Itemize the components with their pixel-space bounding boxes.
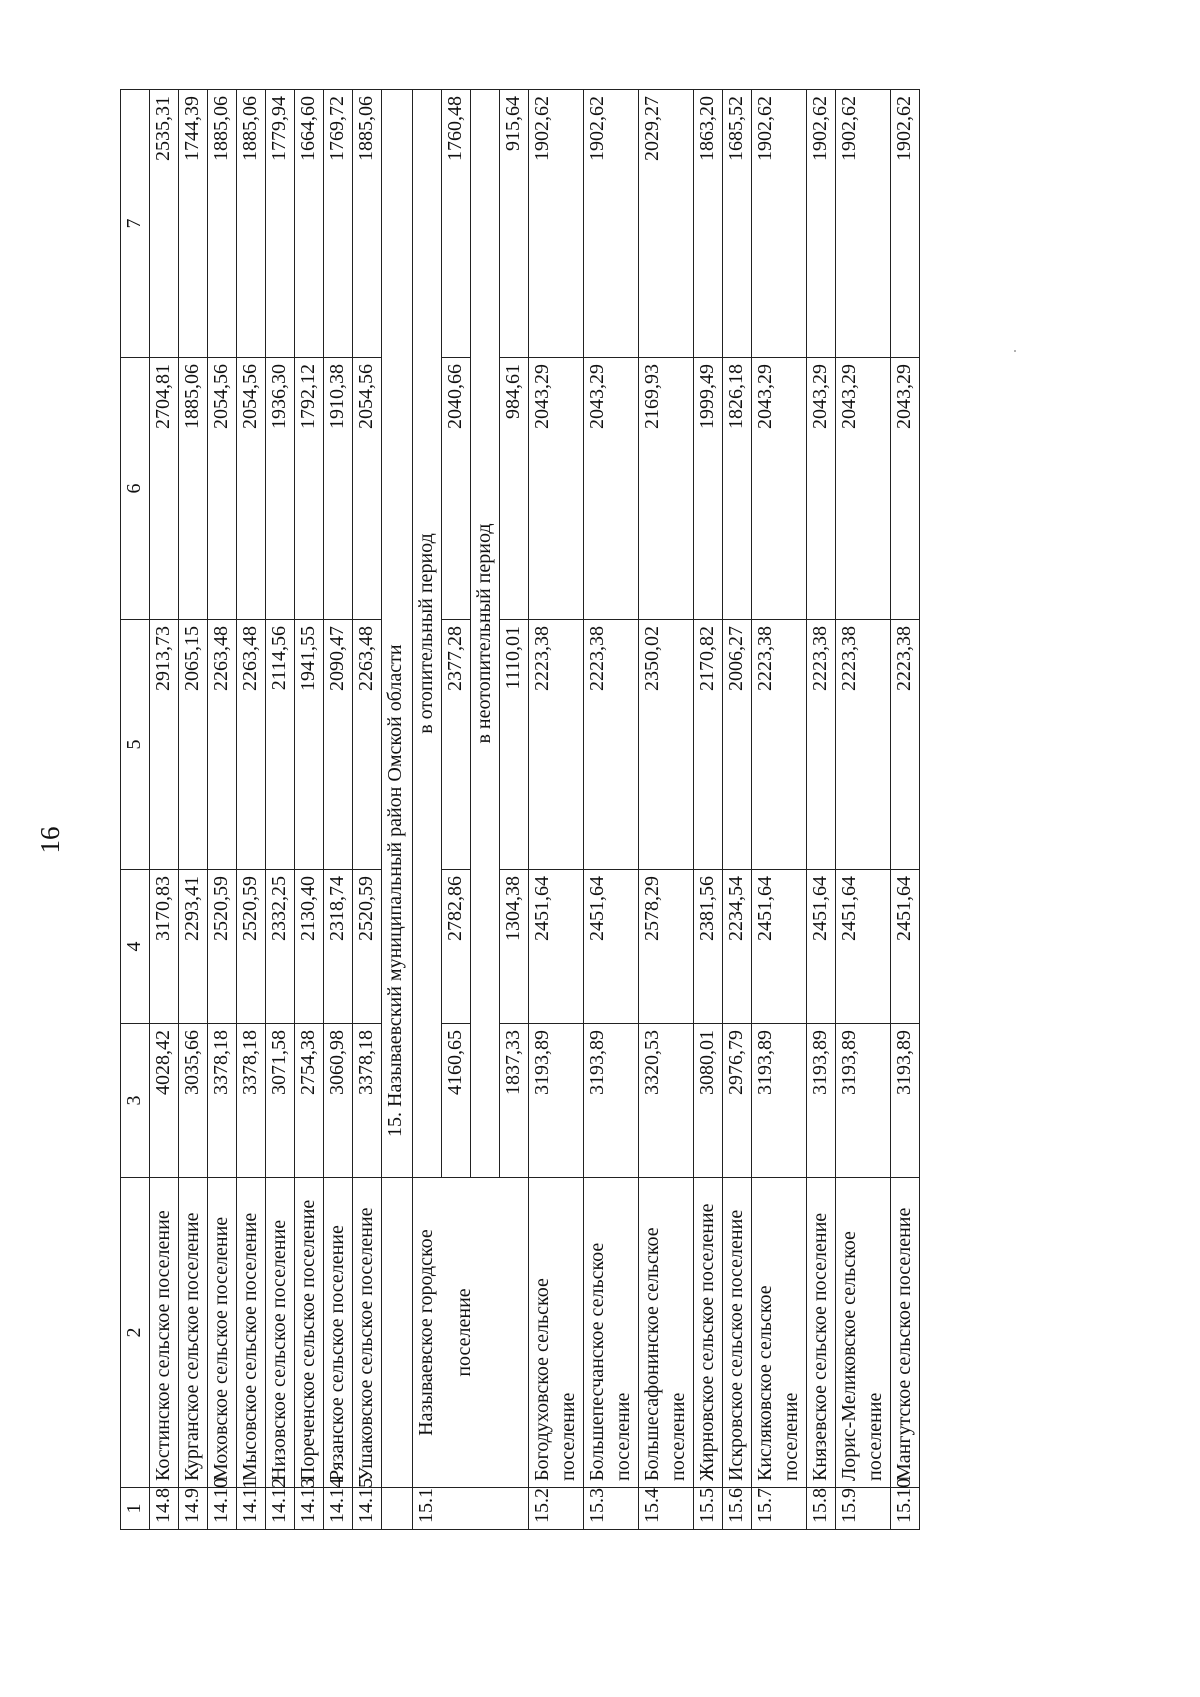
- tariff-value: 2332,25: [266, 870, 295, 1024]
- tariff-value: 984,61: [500, 358, 529, 620]
- table-row: [639, 90, 694, 1530]
- settlement-name-line: поселение: [667, 1392, 689, 1481]
- settlement-name-line: Искровское сельское поселение: [725, 1209, 747, 1481]
- tariff-value: 2223,38: [584, 620, 639, 870]
- row-number: 15.5: [694, 1488, 723, 1530]
- period-label: в отопительный период: [413, 90, 442, 1178]
- settlement-name-line: поселение: [453, 1288, 475, 1377]
- row-number: 15.6: [723, 1488, 752, 1530]
- settlement-name: Ушаковское сельское поселение: [353, 1178, 382, 1488]
- table-row: [694, 90, 723, 1530]
- tariff-value: 3378,18: [237, 1024, 266, 1178]
- tariff-value: 1902,62: [752, 90, 807, 358]
- tariff-value: 2090,47: [324, 620, 353, 870]
- empty-cell: [382, 1178, 413, 1488]
- settlement-name-line: Лорис-Меликовское сельское: [838, 1231, 860, 1481]
- tariff-value: 1902,62: [836, 90, 891, 358]
- tariff-value: 3378,18: [353, 1024, 382, 1178]
- period-row: [413, 90, 442, 1530]
- tariff-value: 2913,73: [150, 620, 179, 870]
- settlement-name-line: поселение: [864, 1392, 886, 1481]
- tariff-value: 2006,27: [723, 620, 752, 870]
- tariff-value: 1885,06: [237, 90, 266, 358]
- empty-cell: [382, 1488, 413, 1530]
- tariff-value: 2223,38: [891, 620, 920, 870]
- section-title: 15. Называевский муниципальный район Омской области: [382, 90, 413, 1178]
- tariff-value: 1792,12: [295, 358, 324, 620]
- tariff-value: 1110,01: [500, 620, 529, 870]
- settlement-name-line: Кисляковское сельское: [754, 1285, 776, 1481]
- settlement-name: Курганское сельское поселение: [179, 1178, 208, 1488]
- tariff-value: 1902,62: [891, 90, 920, 358]
- table-row: [208, 90, 237, 1530]
- tariff-value: 2263,48: [353, 620, 382, 870]
- tariff-value: 1941,55: [295, 620, 324, 870]
- tariff-value: 2451,64: [836, 870, 891, 1024]
- row-number: 14.15: [353, 1488, 382, 1530]
- tariff-value: 1999,49: [694, 358, 723, 620]
- tariff-value: 1826,18: [723, 358, 752, 620]
- tariff-value: 2318,74: [324, 870, 353, 1024]
- settlement-name-line: поселение: [557, 1392, 579, 1481]
- tariff-value: 2114,56: [266, 620, 295, 870]
- settlement-name: [694, 1178, 723, 1488]
- tariff-value: 2223,38: [807, 620, 836, 870]
- settlement-name: Низовское сельское поселение: [266, 1178, 295, 1488]
- row-number: 15.9: [836, 1488, 891, 1530]
- tariff-value: 2377,28: [442, 620, 471, 870]
- tariff-value: 3378,18: [208, 1024, 237, 1178]
- settlement-name: Мысовское сельское поселение: [237, 1178, 266, 1488]
- tariff-value: 3193,89: [836, 1024, 891, 1178]
- settlement-name-line: Жирновское сельское поселение: [696, 1203, 718, 1481]
- row-number: 15.10: [891, 1488, 920, 1530]
- tariff-value: 3080,01: [694, 1024, 723, 1178]
- column-header: 3: [121, 1024, 150, 1178]
- tariff-value: 3193,89: [891, 1024, 920, 1178]
- tariff-value: 2043,29: [529, 358, 584, 620]
- tariff-value: 3071,58: [266, 1024, 295, 1178]
- tariff-value: 3193,89: [807, 1024, 836, 1178]
- period-label: в неотопительный период: [471, 90, 500, 1178]
- table-row: [324, 90, 353, 1530]
- settlement-name: [891, 1178, 920, 1488]
- tariff-value: 1902,62: [584, 90, 639, 358]
- table-row: [807, 90, 836, 1530]
- column-header: 5: [121, 620, 150, 870]
- tariff-value: 3320,53: [639, 1024, 694, 1178]
- column-header: 7: [121, 90, 150, 358]
- tariff-value: 2054,56: [208, 358, 237, 620]
- settlement-name-line: Называевское городское: [415, 1229, 437, 1436]
- tariff-value: 1779,94: [266, 90, 295, 358]
- tariff-value: 3193,89: [752, 1024, 807, 1178]
- tariff-value: 2451,64: [752, 870, 807, 1024]
- tariff-value: 2976,79: [723, 1024, 752, 1178]
- tariff-value: 1936,30: [266, 358, 295, 620]
- tariff-value: 2234,54: [723, 870, 752, 1024]
- tariff-value: 2520,59: [353, 870, 382, 1024]
- settlement-name: Моховское сельское поселение: [208, 1178, 237, 1488]
- tariff-value: 2223,38: [529, 620, 584, 870]
- tariff-value: 2520,59: [208, 870, 237, 1024]
- tariff-value: 3060,98: [324, 1024, 353, 1178]
- tariff-value: 2535,31: [150, 90, 179, 358]
- tariff-value: 2578,29: [639, 870, 694, 1024]
- tariff-value: 3193,89: [584, 1024, 639, 1178]
- row-number: 15.8: [807, 1488, 836, 1530]
- table-row: [150, 90, 179, 1530]
- row-number: 14.14: [324, 1488, 353, 1530]
- row-number: 14.8: [150, 1488, 179, 1530]
- tariff-value: 1837,33: [500, 1024, 529, 1178]
- row-number: 15.1: [413, 1488, 529, 1530]
- tariff-value: 2169,93: [639, 358, 694, 620]
- settlement-name-line: Большесафонинское сельское: [641, 1227, 663, 1481]
- tariff-table: [120, 89, 920, 1530]
- tariff-value: 1744,39: [179, 90, 208, 358]
- settlement-name: Костинское сельское поселение: [150, 1178, 179, 1488]
- settlement-name: [723, 1178, 752, 1488]
- tariff-value: 2263,48: [237, 620, 266, 870]
- tariff-value: 1885,06: [353, 90, 382, 358]
- table-row: [723, 90, 752, 1530]
- table-row: [179, 90, 208, 1530]
- table-row: [295, 90, 324, 1530]
- tariff-value: 1664,60: [295, 90, 324, 358]
- row-number: 14.11: [237, 1488, 266, 1530]
- settlement-name-line: поселение: [780, 1392, 802, 1481]
- tariff-value: 2451,64: [584, 870, 639, 1024]
- row-number: 14.10: [208, 1488, 237, 1530]
- tariff-value: 2130,40: [295, 870, 324, 1024]
- tariff-value: 2054,56: [237, 358, 266, 620]
- tariff-value: 1885,06: [179, 358, 208, 620]
- row-number: 14.9: [179, 1488, 208, 1530]
- tariff-value: 1885,06: [208, 90, 237, 358]
- row-number: 15.3: [584, 1488, 639, 1530]
- tariff-value: 3170,83: [150, 870, 179, 1024]
- tariff-value: 4028,42: [150, 1024, 179, 1178]
- table-row: [529, 90, 584, 1530]
- tariff-value: 4160,65: [442, 1024, 471, 1178]
- settlement-name: [752, 1178, 807, 1488]
- tariff-value: 2520,59: [237, 870, 266, 1024]
- row-number: 15.4: [639, 1488, 694, 1530]
- tariff-value: 2043,29: [891, 358, 920, 620]
- settlement-name-line: Богодуховское сельское: [531, 1278, 553, 1481]
- column-header: 1: [121, 1488, 150, 1530]
- column-header: 6: [121, 358, 150, 620]
- tariff-value: 2451,64: [891, 870, 920, 1024]
- table-row: [584, 90, 639, 1530]
- settlement-name: Пореченское сельское поселение: [295, 1178, 324, 1488]
- tariff-value: 2040,66: [442, 358, 471, 620]
- section-title-row: [382, 90, 413, 1530]
- tariff-value: 2043,29: [807, 358, 836, 620]
- rotated-table-wrapper: [120, 90, 1065, 1530]
- table-row: [237, 90, 266, 1530]
- tariff-value: 915,64: [500, 90, 529, 358]
- table-row: [836, 90, 891, 1530]
- tariff-value: 2263,48: [208, 620, 237, 870]
- row-number: 15.7: [752, 1488, 807, 1530]
- settlement-name-line: Князевское сельское поселение: [809, 1212, 831, 1481]
- tariff-value: 2170,82: [694, 620, 723, 870]
- tariff-value: 1910,38: [324, 358, 353, 620]
- tariff-value: 2065,15: [179, 620, 208, 870]
- settlement-name-line: поселение: [612, 1392, 634, 1481]
- row-number: 15.2: [529, 1488, 584, 1530]
- tariff-value: 2293,41: [179, 870, 208, 1024]
- settlement-name: [807, 1178, 836, 1488]
- tariff-value: 2782,86: [442, 870, 471, 1024]
- settlement-name: [584, 1178, 639, 1488]
- tariff-value: 2350,02: [639, 620, 694, 870]
- tariff-value: 3035,66: [179, 1024, 208, 1178]
- tariff-value: 2029,27: [639, 90, 694, 358]
- tariff-value: 2043,29: [836, 358, 891, 620]
- settlement-name: [413, 1178, 529, 1488]
- header-row: [121, 90, 150, 1530]
- tariff-value: 2054,56: [353, 358, 382, 620]
- tariff-value: 2043,29: [584, 358, 639, 620]
- tariff-value: 2043,29: [752, 358, 807, 620]
- tariff-value: 1760,48: [442, 90, 471, 358]
- column-header: 2: [121, 1178, 150, 1488]
- table-row: [353, 90, 382, 1530]
- settlement-name: Рязанское сельское поселение: [324, 1178, 353, 1488]
- tariff-value: 2451,64: [807, 870, 836, 1024]
- settlement-name: [639, 1178, 694, 1488]
- settlement-name-line: Большепесчанское сельское: [586, 1242, 608, 1481]
- tariff-value: 3193,89: [529, 1024, 584, 1178]
- row-number: 14.13: [295, 1488, 324, 1530]
- table-row: [891, 90, 920, 1530]
- tariff-value: 2704,81: [150, 358, 179, 620]
- tariff-value: 1769,72: [324, 90, 353, 358]
- page-number: 16: [35, 826, 65, 854]
- tariff-value: 1304,38: [500, 870, 529, 1024]
- settlement-name: [529, 1178, 584, 1488]
- tariff-value: 1902,62: [807, 90, 836, 358]
- settlement-name-line: Мангутское сельское поселение: [893, 1207, 915, 1481]
- table-row: [752, 90, 807, 1530]
- tariff-value: 2451,64: [529, 870, 584, 1024]
- column-header: 4: [121, 870, 150, 1024]
- tariff-value: 1863,20: [694, 90, 723, 358]
- row-number: 14.12: [266, 1488, 295, 1530]
- tariff-value: 2754,38: [295, 1024, 324, 1178]
- tariff-value: 1902,62: [529, 90, 584, 358]
- tariff-value: 2223,38: [836, 620, 891, 870]
- settlement-name: [836, 1178, 891, 1488]
- tariff-value: 2223,38: [752, 620, 807, 870]
- table-row: [266, 90, 295, 1530]
- tariff-value: 1685,52: [723, 90, 752, 358]
- tariff-value: 2381,56: [694, 870, 723, 1024]
